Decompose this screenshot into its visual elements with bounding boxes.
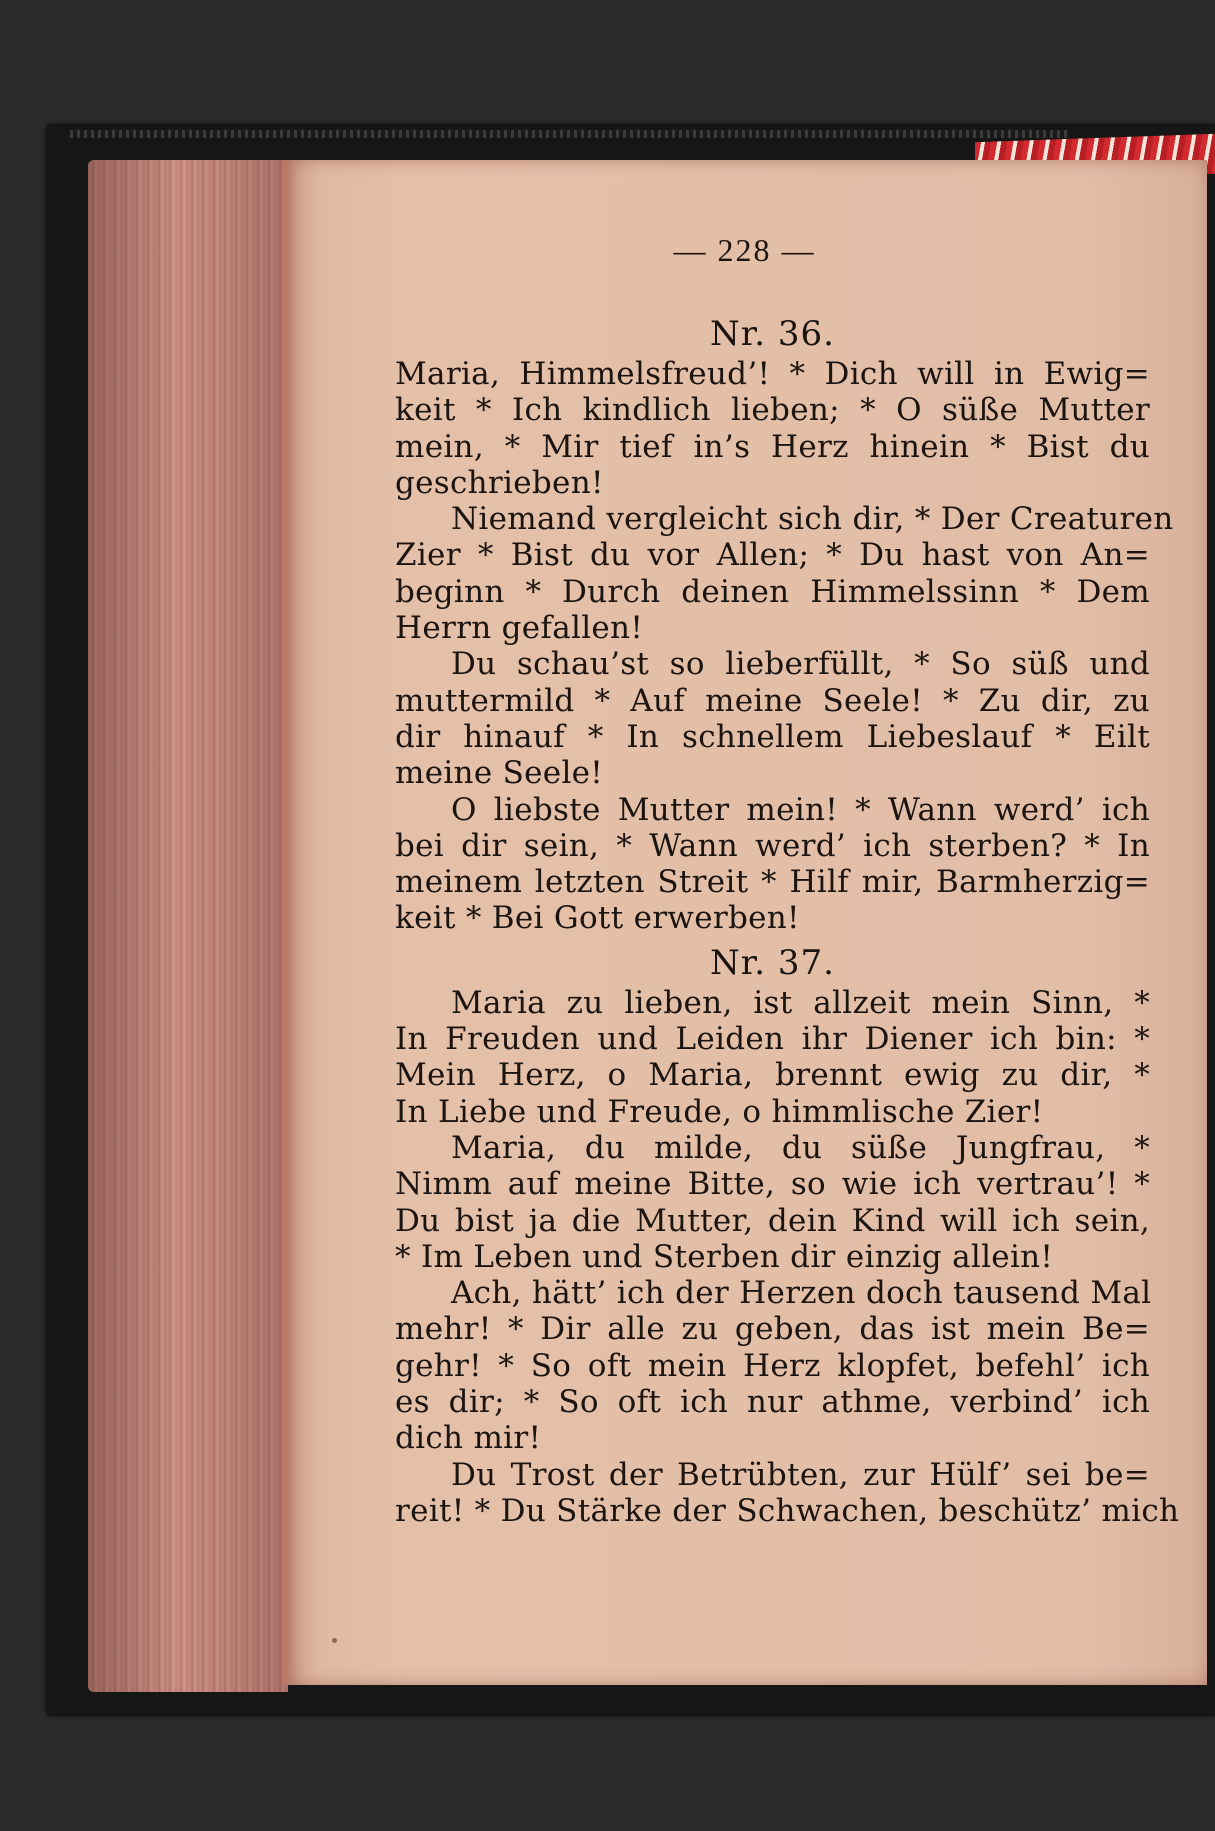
stanza <box>395 1456 1180 1530</box>
stanza <box>395 792 1150 937</box>
text-line: In Liebe und Freude, o himmlische Zier! <box>395 1093 1044 1130</box>
text-line: reit! * Du Stärke der Schwachen, beschütz’ mich <box>395 1492 1180 1529</box>
text-line: Maria zu lieben, ist allzeit mein Sinn, * <box>451 984 1150 1021</box>
hymn-heading: Nr. 37. <box>710 942 835 983</box>
text-line: Mein Herz, o Maria, brennt ewig zu dir, * <box>395 1057 1150 1094</box>
book-page <box>282 160 1207 1685</box>
text-line: es dir; * So oft ich nur athme, verbind’ ich <box>395 1384 1150 1421</box>
text-line: O liebste Mutter mein! * Wann werd’ ich <box>451 791 1150 828</box>
text-line: Du Trost der Betrübten, zur Hülf’ sei be= <box>451 1456 1150 1493</box>
text-line: meine Seele! <box>395 755 604 792</box>
text-line: Zier * Bist du vor Allen; * Du hast von An= <box>395 537 1150 574</box>
text-line: gehr! * So oft mein Herz klopfet, befehl’ ich <box>395 1347 1150 1384</box>
page-number: — 228 — <box>673 232 816 268</box>
text-line: dir hinauf * In schnellem Liebeslauf * Eilt <box>395 718 1150 755</box>
page-gutter-shadow <box>282 160 296 1685</box>
text-line: * Im Leben und Sterben dir einzig allein! <box>395 1238 1054 1275</box>
stanza <box>395 356 1150 501</box>
text-line: Du bist ja die Mutter, dein Kind will ich sein, <box>395 1202 1150 1239</box>
text-line: beginn * Durch deinen Himmelssinn * Dem <box>395 573 1150 610</box>
hymn-heading: Nr. 36. <box>710 314 835 354</box>
text-line: meinem letzten Streit * Hilf mir, Barmherzig= <box>395 864 1150 901</box>
text-line: Herrn gefallen! <box>395 610 644 647</box>
text-line: geschrieben! <box>395 464 604 501</box>
text-line: dich mir! <box>395 1420 542 1457</box>
text-line: Maria, Himmelsfreud’! * Dich will in Ewig= <box>395 356 1150 392</box>
text-line: mein, * Mir tief in’s Herz hinein * Bist du <box>395 428 1150 465</box>
text-column <box>395 312 1180 1529</box>
stanza <box>395 646 1150 791</box>
cover-stitching <box>70 130 1070 138</box>
text-line: bei dir sein, * Wann werd’ ich sterben? * In <box>395 827 1150 864</box>
text-line: Nimm auf meine Bitte, so wie ich vertrau’! * <box>395 1166 1150 1203</box>
text-line: Ach, hätt’ ich der Herzen doch tausend Mal <box>451 1275 1152 1312</box>
stanza <box>395 501 1174 647</box>
page-edges-shade <box>88 160 288 1692</box>
stanza <box>395 1275 1150 1456</box>
text-line: keit * Bei Gott erwerben! <box>395 900 800 937</box>
text-line: Du schau’st so lieberfüllt, * So süß und <box>451 646 1150 683</box>
paper-speck <box>332 1638 337 1643</box>
text-line: keit * Ich kindlich lieben; * O süße Mutter <box>395 392 1150 429</box>
stanza <box>395 1130 1150 1275</box>
text-line: mehr! * Dir alle zu geben, das ist mein Be= <box>395 1311 1150 1348</box>
text-line: Niemand vergleicht sich dir, * Der Creaturen <box>451 501 1174 538</box>
stanza <box>395 985 1150 1130</box>
text-line: muttermild * Auf meine Seele! * Zu dir, zu <box>395 682 1150 719</box>
text-line: In Freuden und Leiden ihr Diener ich bin: * <box>395 1021 1150 1058</box>
text-line: Maria, du milde, du süße Jungfrau, * <box>451 1129 1150 1166</box>
